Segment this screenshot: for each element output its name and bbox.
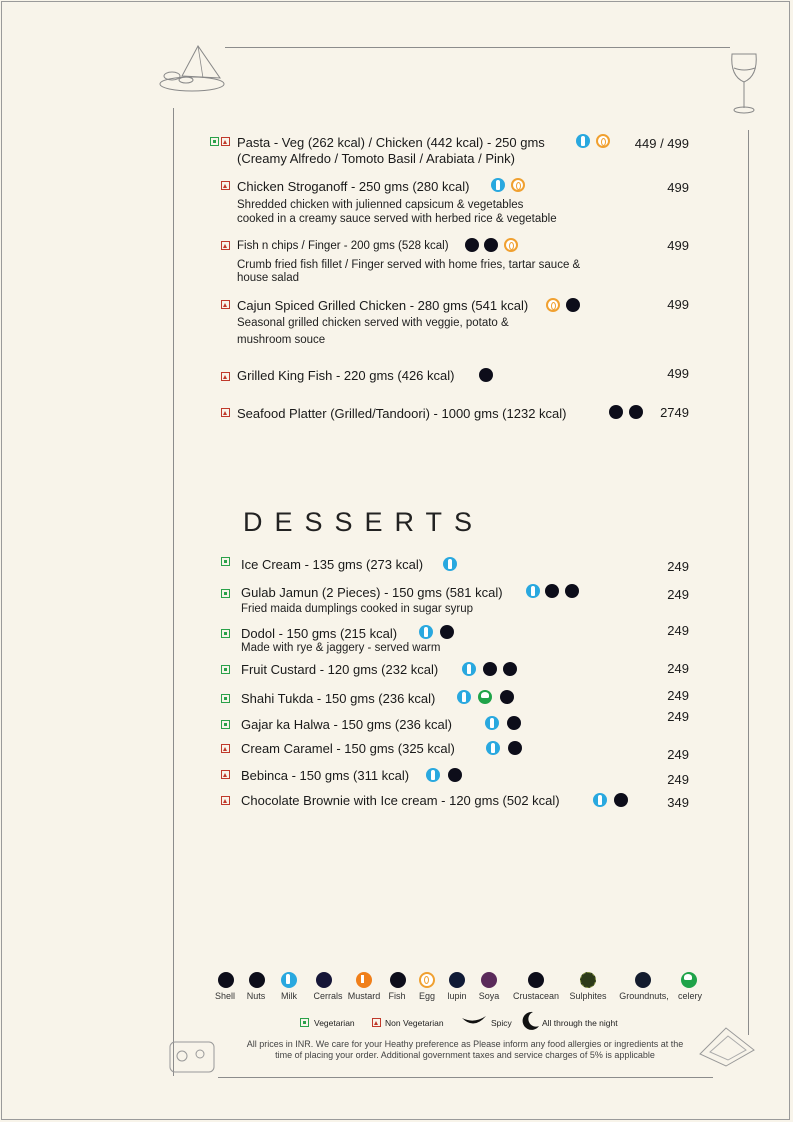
menu-item-price: 449 / 499 — [634, 136, 689, 151]
legend-label: Milk — [281, 991, 297, 1001]
cereals-icon — [316, 972, 332, 988]
fish-icon — [484, 238, 498, 252]
right-frame-line — [748, 130, 749, 1035]
menu-item-name: Fish n chips / Finger - 200 gms (528 kcal) — [237, 240, 449, 252]
menu-item-price: 249 — [667, 623, 689, 638]
legend-label: lupin — [447, 991, 467, 1001]
sulphites-icon — [580, 972, 596, 988]
milk-icon — [419, 625, 433, 639]
nonveg-mark — [221, 181, 230, 190]
veg-mark — [221, 557, 230, 566]
mustard-icon — [356, 972, 372, 988]
key-label-allnight: All through the night — [542, 1018, 618, 1028]
crustacean-icon — [528, 972, 544, 988]
menu-item-name: Cajun Spiced Grilled Chicken - 280 gms (541 kcal) — [237, 298, 529, 313]
egg-icon — [419, 972, 435, 988]
footer-note-line2: time of placing your order. Additional government taxes and service charges of 5% is applicable — [275, 1050, 655, 1060]
menu-item-price: 349 — [667, 795, 689, 810]
menu-item-name: Chocolate Brownie with Ice cream - 120 gms (502 kcal) — [241, 793, 560, 808]
veg-mark — [221, 589, 230, 598]
menu-item-name: Chicken Stroganoff - 250 gms (280 kcal) — [237, 179, 470, 194]
menu-item-price: 2749 — [660, 405, 689, 420]
menu-item-price: 249 — [667, 709, 689, 724]
nonveg-mark — [221, 300, 230, 309]
menu-item-variants: (Creamy Alfredo / Tomoto Basil / Arabiata / Pink) — [237, 151, 515, 166]
menu-item-name: Gajar ka Halwa - 150 gms (236 kcal) — [241, 717, 452, 732]
veg-mark — [210, 137, 219, 146]
menu-item-description: Seasonal grilled chicken served with veggie, potato & — [237, 317, 509, 329]
shell-icon — [218, 972, 234, 988]
menu-item-description: Crumb fried fish fillet / Finger served with home fries, tartar sauce & — [237, 259, 581, 271]
menu-item-description: Shredded chicken with julienned capsicum & vegetables — [237, 199, 524, 211]
chilli-icon — [460, 1012, 488, 1028]
legend-label: Groundnuts, — [619, 991, 669, 1001]
nonveg-mark — [372, 1018, 381, 1027]
nonveg-mark — [221, 137, 230, 146]
milk-icon — [485, 716, 499, 730]
menu-item-description: house salad — [237, 272, 300, 284]
food-plate-sketch-icon — [158, 42, 228, 94]
egg-icon — [508, 741, 522, 755]
milk-icon — [457, 690, 471, 704]
legend-label: Sulphites — [569, 991, 607, 1001]
milk-icon — [281, 972, 297, 988]
menu-item-name: Fruit Custard - 120 gms (232 kcal) — [241, 662, 439, 677]
menu-item-name: Shahi Tukda - 150 gms (236 kcal) — [241, 691, 436, 706]
soya-icon — [481, 972, 497, 988]
nuts-icon — [507, 716, 521, 730]
menu-item-name: Pasta - Veg (262 kcal) / Chicken (442 kcal) - 250 gms — [237, 135, 545, 150]
nonveg-mark — [221, 796, 230, 805]
nuts-icon — [500, 690, 514, 704]
menu-item-description: Fried maida dumplings cooked in sugar syrup — [241, 603, 474, 615]
legend-label: Mustard — [347, 991, 381, 1001]
egg-icon — [504, 238, 518, 252]
veg-mark — [221, 694, 230, 703]
footer-note-line1: All prices in INR. We care for your Heathy preference as Please inform any food allergies or ingredients at the — [246, 1039, 684, 1049]
celery-icon — [681, 972, 697, 988]
milk-icon — [426, 768, 440, 782]
legend-label: Shell — [214, 991, 235, 1001]
key-label-nonveg: Non Vegetarian — [385, 1018, 444, 1028]
menu-item-name: Bebinca - 150 gms (311 kcal) — [241, 768, 410, 783]
egg-icon — [546, 298, 560, 312]
menu-item-description: Made with rye & jaggery - served warm — [241, 642, 441, 654]
section-heading: DESSERTS — [243, 507, 485, 537]
menu-item-price: 249 — [667, 587, 689, 602]
legend-label: Crustacean — [512, 991, 560, 1001]
fish-icon — [479, 368, 493, 382]
nonveg-mark — [221, 408, 230, 417]
legend-label: Nuts — [246, 991, 266, 1001]
nuts-icon — [448, 768, 462, 782]
veg-mark — [221, 629, 230, 638]
shell-icon — [465, 238, 479, 252]
celery-icon — [478, 690, 492, 704]
moon-icon — [519, 1010, 541, 1032]
menu-item-name: Grilled King Fish - 220 gms (426 kcal) — [237, 368, 455, 383]
menu-item-price: 249 — [667, 661, 689, 676]
menu-item-price: 249 — [667, 559, 689, 574]
groundnuts-icon — [635, 972, 651, 988]
egg-icon — [511, 178, 525, 192]
milk-icon — [576, 134, 590, 148]
nonveg-mark — [221, 744, 230, 753]
menu-item-name: Cream Caramel - 150 gms (325 kcal) — [241, 741, 455, 756]
milk-icon — [593, 793, 607, 807]
menu-item-price: 249 — [667, 772, 689, 787]
milk-icon — [526, 584, 540, 598]
veg-mark — [221, 665, 230, 674]
egg-icon — [596, 134, 610, 148]
cereals-icon — [503, 662, 517, 676]
menu-item-name: Dodol - 150 gms (215 kcal) — [241, 626, 398, 641]
key-label-spicy: Spicy — [491, 1018, 512, 1028]
key-label-veg: Vegetarian — [314, 1018, 355, 1028]
left-frame-line — [173, 108, 174, 1076]
nuts-icon — [545, 584, 559, 598]
veg-mark — [221, 720, 230, 729]
top-frame-line — [225, 47, 730, 48]
menu-item-name: Gulab Jamun (2 Pieces) - 150 gms (581 kcal) — [241, 585, 503, 600]
milk-icon — [443, 557, 457, 571]
milk-icon — [491, 178, 505, 192]
milk-icon — [462, 662, 476, 676]
menu-item-price: 499 — [667, 180, 689, 195]
menu-item-price: 499 — [667, 238, 689, 253]
legend-label: Egg — [418, 991, 435, 1001]
legend-label: Soya — [478, 991, 500, 1001]
veg-mark — [300, 1018, 309, 1027]
menu-item-price: 499 — [667, 297, 689, 312]
menu-item-description: cooked in a creamy sauce served with herbed rice & vegetable — [237, 213, 557, 225]
legend-label: celery — [677, 991, 702, 1001]
legend-label: Cerrals — [313, 991, 343, 1001]
nuts-icon — [249, 972, 265, 988]
cereals-icon — [440, 625, 454, 639]
menu-item-description: mushroom souce — [237, 334, 326, 346]
wine-glass-sketch-icon — [728, 50, 760, 116]
milk-icon — [486, 741, 500, 755]
legend-label: Fish — [388, 991, 406, 1001]
nonveg-mark — [221, 372, 230, 381]
nonveg-mark — [221, 770, 230, 779]
lupin-icon — [449, 972, 465, 988]
cereals-icon — [565, 584, 579, 598]
menu-item-price: 499 — [667, 366, 689, 381]
nuts-icon — [483, 662, 497, 676]
fish-icon — [390, 972, 406, 988]
nuts-icon — [566, 298, 580, 312]
bottom-frame-line — [218, 1077, 713, 1078]
menu-item-name: Ice Cream - 135 gms (273 kcal) — [241, 557, 424, 572]
menu-item-price: 249 — [667, 747, 689, 762]
nonveg-mark — [221, 241, 230, 250]
menu-item-price: 249 — [667, 688, 689, 703]
menu-item-name: Seafood Platter (Grilled/Tandoori) - 1000 gms (1232 kcal) — [237, 406, 567, 421]
